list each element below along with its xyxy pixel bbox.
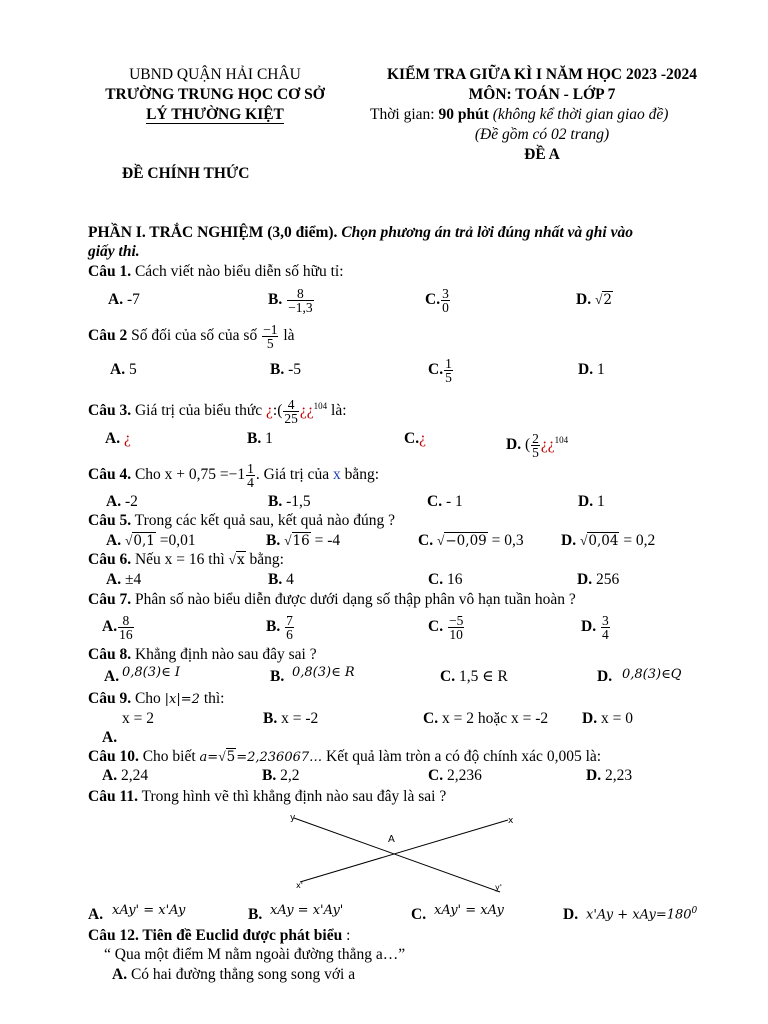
q9-option-a-value: x = 2 — [122, 710, 154, 727]
q8-option-b-value: 0,8(3)∈ R — [292, 665, 355, 680]
question-7: Câu 7. Phân số nào biểu diễn được dưới dạng số thập phân vô hạn tuần hoàn ? — [88, 591, 576, 608]
q9-option-d: D. x = 0 — [582, 710, 633, 727]
q11-option-a-value: xAy' = x'Ay — [112, 903, 186, 918]
q10-option-c: C. 2,236 — [428, 767, 482, 784]
q3-option-b: B. 1 — [247, 430, 273, 447]
q6-option-a: A. ±4 — [106, 571, 142, 588]
question-5: Câu 5. Trong các kết quả sau, kết quả nào đúng ? — [88, 512, 395, 529]
q8-option-c: C. 1,5 ∈ R — [440, 668, 508, 685]
q1-option-a: A. -7 — [108, 291, 140, 308]
q7-option-d: D. $\frac{3}{4}$ — [581, 612, 609, 642]
q3-option-d: D. ( $\frac{2}{5}$ ¿¿$^{104}$ — [506, 431, 569, 461]
q2-option-d: D. 1 — [578, 361, 605, 378]
label-a: A — [388, 834, 395, 845]
label-x-prime: x' — [296, 881, 303, 890]
q8-option-a-value: 0,8(3)∈ I — [122, 665, 180, 680]
school-district: UBND QUẬN HẢI CHÂU — [129, 66, 301, 83]
q4-option-d: D. 1 — [578, 493, 605, 510]
q7-option-b: B. $\frac{7}{6}$ — [266, 612, 293, 642]
q6-option-c: C. 16 — [428, 571, 463, 588]
question-11: Câu 11. Trong hình vẽ thì khẳng định nào sau đây là sai ? — [88, 788, 447, 805]
q11-option-c-value: xAy' = xAy — [434, 903, 504, 918]
q11-option-c: C. — [411, 906, 427, 923]
official-label: ĐỀ CHÍNH THỨC — [122, 165, 250, 182]
q11-option-a: A. — [88, 906, 104, 923]
question-1: Câu 1. Cách viết nào biểu diễn số hữu tỉ: — [88, 263, 344, 280]
q5-option-b: B. √16 = -4 — [266, 532, 341, 549]
label-x: x — [508, 816, 514, 826]
q10-option-d: D. 2,23 — [586, 767, 633, 784]
q10-option-b: B. 2,2 — [262, 767, 300, 784]
q1-option-d: D. √2 — [576, 291, 612, 308]
line-yy-prime — [294, 818, 500, 892]
q9-option-c: C. x = 2 hoặc x = -2 — [423, 710, 549, 727]
q1-option-b: B. $\frac{8}{-1,3}$ — [268, 285, 313, 315]
q6-option-b: B. 4 — [268, 571, 294, 588]
label-y-prime: y' — [495, 883, 502, 892]
q4-option-c: C. - 1 — [427, 493, 463, 510]
q2-option-c: C. $\frac{1}{5}$ — [428, 355, 452, 385]
q12-option-a: A. Có hai đường thẳng song song với a — [112, 966, 356, 983]
q3-option-a: A. ¿ — [105, 430, 131, 447]
q4-option-b: B. -1,5 — [268, 493, 311, 510]
question-10: Câu 10. Cho biết a=√5=2,236067… Kết quả làm tròn a có độ chính xác 0,005 là: — [88, 748, 602, 765]
exam-time: Thời gian: 90 phút (không kể thời gian giao đề) — [370, 106, 669, 123]
exam-version: ĐỀ A — [524, 146, 560, 163]
q5-option-c: C. √−0,09 = 0,3 — [418, 532, 524, 549]
question-2: Câu 2 Số đối của số của số $\frac{-1}{5}$ là — [88, 321, 295, 351]
school-name-line2: LÝ THƯỜNG KIỆT — [146, 106, 284, 123]
line-xx-prime — [300, 820, 508, 882]
question-9: Câu 9. Cho |x|=2 thì: — [88, 690, 225, 707]
exam-title: KIỂM TRA GIỮA KÌ I NĂM HỌC 2023 -2024 — [386, 66, 697, 83]
q3-option-c: C.¿ — [404, 430, 426, 447]
question-4: Câu 4. Cho x + 0,75 =−1 $\frac{1}{4}$ . Giá trị của x bằng: — [88, 460, 380, 490]
q1-option-c: C. $\frac{3}{0}$ — [425, 285, 449, 315]
q11-option-d: D. — [563, 906, 579, 923]
section-heading: PHẦN I. TRẮC NGHIỆM (3,0 điểm). Chọn phương án trả lời đúng nhất và ghi vào — [88, 224, 633, 241]
q2-option-a: A. 5 — [110, 361, 137, 378]
q8-option-b: B. — [270, 668, 285, 685]
q5-option-d: D. √0,04 = 0,2 — [561, 532, 656, 549]
label-y: y — [290, 813, 296, 823]
q8-option-a: A. — [104, 668, 120, 685]
q4-option-a: A. -2 — [106, 493, 138, 510]
exam-pages-note: (Đề gồm có 02 trang) — [474, 126, 610, 143]
q11-option-b: B. — [248, 906, 263, 923]
question-12: Câu 12. Tiên đề Euclid được phát biểu : — [88, 927, 351, 944]
q7-option-c: C. $\frac{-5}{10}$ — [428, 612, 464, 642]
q8-option-d: D. — [597, 668, 613, 685]
section-heading-cont: giấy thi. — [88, 243, 140, 260]
q12-quote: “ Qua một điểm M nằm ngoài đường thẳng a…” — [104, 946, 406, 963]
q2-option-b: B. -5 — [270, 361, 302, 378]
q5-option-a: A. √0,1 =0,01 — [106, 532, 196, 549]
intersecting-lines-figure — [280, 810, 520, 895]
exam-subject: MÔN: TOÁN - LỚP 7 — [468, 86, 616, 103]
q11-option-b-value: xAy = x'Ay' — [270, 903, 344, 918]
question-6: Câu 6. Nếu x = 16 thì √x bằng: — [88, 551, 284, 568]
q9-option-a: A. — [102, 729, 118, 746]
q8-option-d-value: 0,8(3)∈Q — [622, 667, 682, 682]
q7-option-a: A. $\frac{8}{16}$ — [102, 612, 133, 642]
q6-option-d: D. 256 — [577, 571, 620, 588]
q9-option-b: B. x = -2 — [263, 710, 319, 727]
school-name-line1: TRƯỜNG TRUNG HỌC CƠ SỞ — [105, 86, 325, 103]
question-3: Câu 3. Giá trị của biểu thức ¿:( $\frac{4}{25}$ ¿¿$^{104}$ là: — [88, 397, 347, 427]
q10-option-a: A. 2,24 — [102, 767, 149, 784]
question-8: Câu 8. Khẳng định nào sau đây sai ? — [88, 646, 317, 663]
q11-option-d-value: $x'Ay + xAy=180^0$ — [586, 906, 698, 923]
